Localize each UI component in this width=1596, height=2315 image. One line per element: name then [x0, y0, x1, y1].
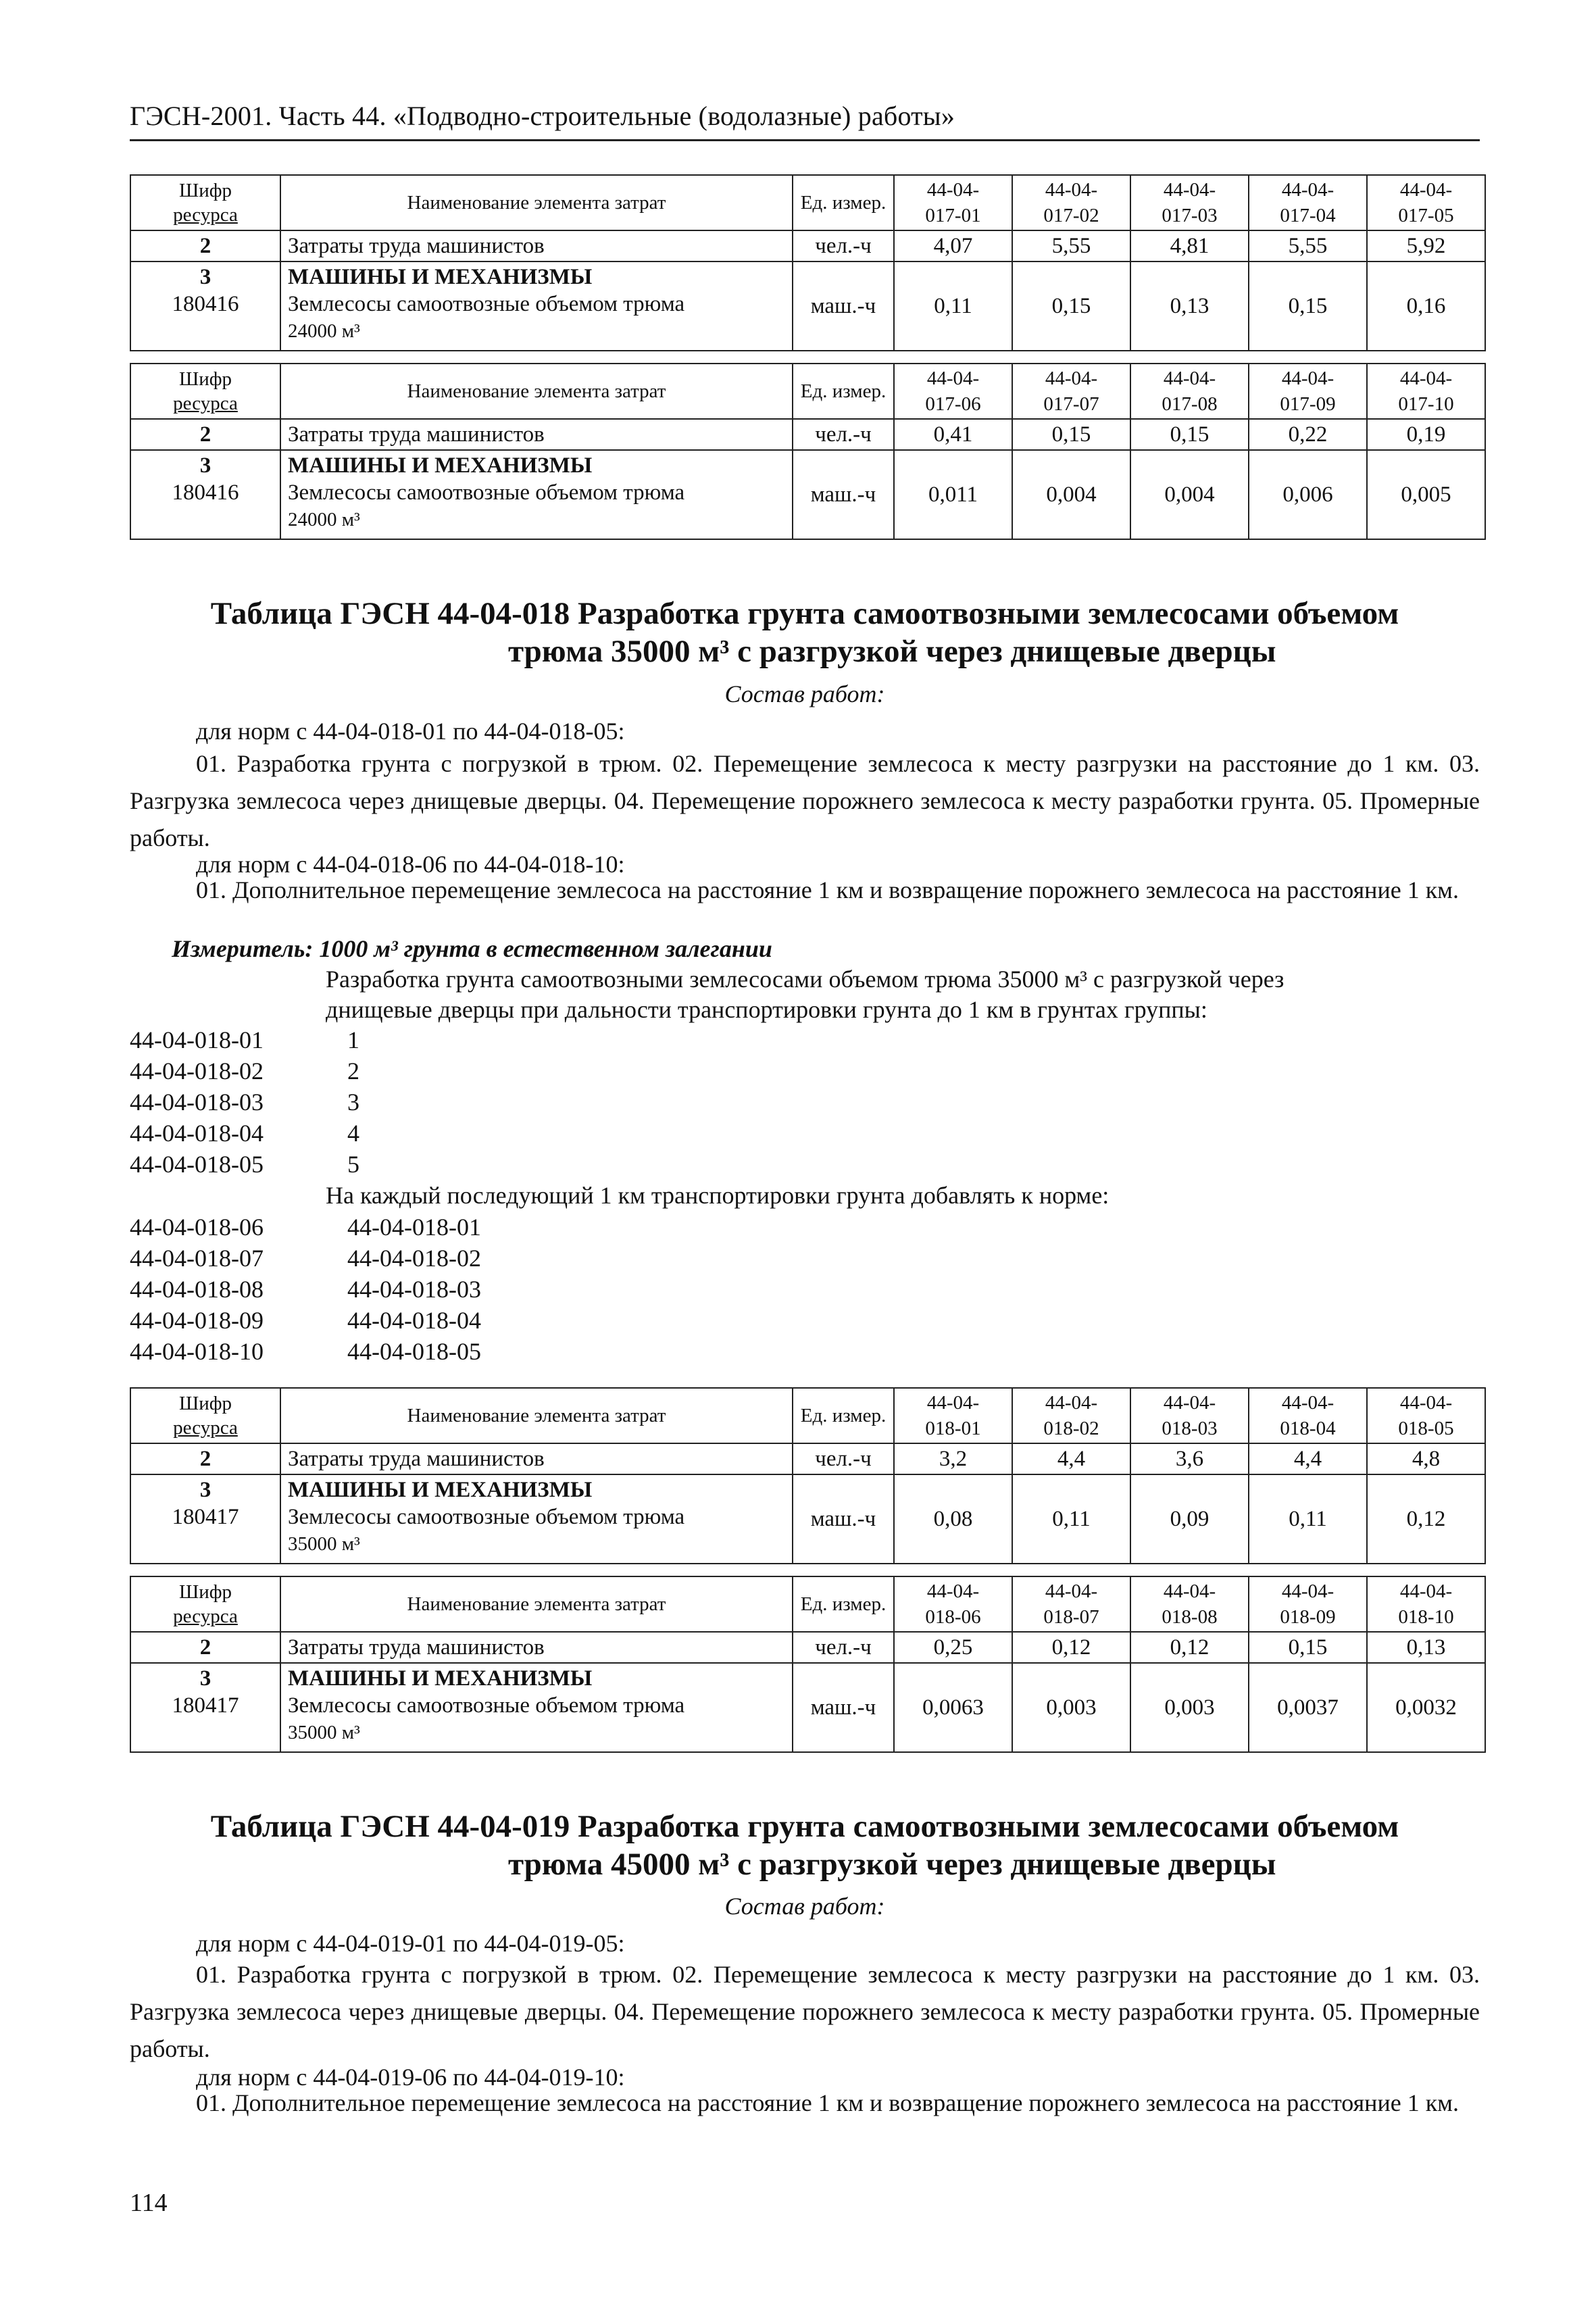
table-header-row	[130, 364, 1485, 419]
norm-code-header: 44-04- 017-08	[1130, 364, 1249, 419]
row-value: 5,55	[1249, 230, 1367, 262]
labor-row	[130, 1443, 1485, 1474]
row-value: 0,13	[1130, 262, 1249, 351]
table-header-row	[130, 1388, 1485, 1443]
norm-code-header: 44-04- 018-06	[894, 1576, 1012, 1632]
norm-code: 44-04-018-01	[130, 1026, 264, 1053]
row-value: 5,92	[1367, 230, 1485, 262]
norms-range-a: для норм с 44-04-018-01 по 44-04-018-05:	[196, 718, 625, 745]
page-header: ГЭСН-2001. Часть 44. «Подводно-строительные (водолазные) работы»	[130, 101, 955, 131]
shifr-header: Шифр ресурса	[130, 175, 280, 230]
norm-code: 44-04-018-08	[130, 1276, 264, 1303]
row-value: 0,15	[1012, 262, 1130, 351]
row-value: 3,6	[1130, 1443, 1249, 1474]
description-line-2: днищевые дверцы при дальности транспортировки грунта до 1 км в грунтах группы:	[326, 996, 1207, 1023]
unit-header: Ед. измер.	[793, 1388, 894, 1443]
row-value: 0,15	[1249, 1632, 1367, 1663]
name-header: Наименование элемента затрат	[280, 175, 793, 230]
norm-code-header: 44-04- 017-02	[1012, 175, 1130, 230]
page-number: 114	[130, 2189, 168, 2217]
norms-range-a: для норм с 44-04-019-01 по 44-04-019-05:	[196, 1930, 625, 1957]
row-value: 0,15	[1249, 262, 1367, 351]
row-unit: чел.-ч	[793, 230, 894, 262]
labor-row	[130, 1632, 1485, 1663]
machines-row	[130, 1474, 1485, 1564]
row-value: 0,11	[1012, 1474, 1130, 1564]
row-value: 0,13	[1367, 1632, 1485, 1663]
soil-group: 1	[347, 1026, 359, 1053]
name-header: Наименование элемента затрат	[280, 1576, 793, 1632]
soil-group: 5	[347, 1151, 359, 1178]
works-list-a: 01. Разработка грунта с погрузкой в трюм. 02. Перемещение землесоса к месту разгрузки на расстояние до 1 км. 03. Разгрузка землесоса через днищевые дверцы. 04. Перемещение порожнего землесоса к месту разработки грунта. 05. Промерные работы.	[130, 750, 1480, 851]
row-value: 0,12	[1367, 1474, 1485, 1564]
row-value: 0,22	[1249, 419, 1367, 450]
table-header-row	[130, 175, 1485, 230]
row-name: Затраты труда машинистов	[280, 419, 793, 450]
row-unit: чел.-ч	[793, 1632, 894, 1663]
row-value: 0,011	[894, 450, 1012, 539]
row-name: Затраты труда машинистов	[280, 1443, 793, 1474]
norm-code-header: 44-04- 017-09	[1249, 364, 1367, 419]
resource-code-cell: 3 180416	[130, 262, 280, 351]
row-value: 0,25	[894, 1632, 1012, 1663]
row-value: 4,4	[1012, 1443, 1130, 1474]
norm-code-header: 44-04- 017-06	[894, 364, 1012, 419]
section-18-title: Таблица ГЭСН 44-04-018 Разработка грунта самоотвозными землесосами объемом трюма 35000 м³ с разгрузкой через днищевые дверцы	[210, 596, 1399, 669]
row-value: 0,006	[1249, 450, 1367, 539]
meter-line: Измеритель: 1000 м³ грунта в естественном залегании	[172, 935, 772, 962]
norm-code-header: 44-04- 017-03	[1130, 175, 1249, 230]
norm-code: 44-04-018-09	[130, 1307, 264, 1334]
row-value: 0,16	[1367, 262, 1485, 351]
resource-code-cell: 3 180417	[130, 1663, 280, 1752]
resource-code-cell: 3 180416	[130, 450, 280, 539]
norm-code-header: 44-04- 018-04	[1249, 1388, 1367, 1443]
row-value: 0,11	[894, 262, 1012, 351]
row-value: 0,19	[1367, 419, 1485, 450]
row-value: 0,003	[1130, 1663, 1249, 1752]
norm-code-header: 44-04- 018-09	[1249, 1576, 1367, 1632]
norm-code-header: 44-04- 018-07	[1012, 1576, 1130, 1632]
row-name: Затраты труда машинистов	[280, 1632, 793, 1663]
row-unit: маш.-ч	[793, 262, 894, 351]
works-list-b: 01. Дополнительное перемещение землесоса на расстояние 1 км и возвращение порожнего землесоса на расстояние 1 км.	[196, 2089, 1459, 2116]
norms-range-b: для норм с 44-04-019-06 по 44-04-019-10:	[196, 2064, 625, 2091]
row-unit: чел.-ч	[793, 419, 894, 450]
row-value: 0,005	[1367, 450, 1485, 539]
norm-table	[130, 1387, 1486, 1564]
machines-row	[130, 262, 1485, 351]
row-value: 3,2	[894, 1443, 1012, 1474]
norm-table	[130, 363, 1486, 540]
norm-code-header: 44-04- 018-02	[1012, 1388, 1130, 1443]
description-line-1: Разработка грунта самоотвозными землесосами объемом трюма 35000 м³ с разгрузкой через	[326, 966, 1285, 993]
row-unit: чел.-ч	[793, 1443, 894, 1474]
machine-name-cell: МАШИНЫ И МЕХАНИЗМЫ Землесосы самоотвозные объемом трюма 24000 м³	[280, 450, 793, 539]
row-number: 2	[130, 419, 280, 450]
norm-code-header: 44-04- 018-01	[894, 1388, 1012, 1443]
section-18-subtitle: Состав работ:	[724, 680, 885, 707]
section-19-subtitle: Состав работ:	[724, 1893, 885, 1920]
add-per-km-line: На каждый последующий 1 км транспортировки грунта добавлять к норме:	[326, 1182, 1109, 1209]
norm-code: 44-04-018-10	[130, 1338, 264, 1365]
soil-group: 4	[347, 1120, 359, 1147]
norm-code-header: 44-04- 017-05	[1367, 175, 1485, 230]
base-norm-code: 44-04-018-05	[347, 1338, 481, 1365]
machines-row	[130, 450, 1485, 539]
norm-code-header: 44-04- 017-04	[1249, 175, 1367, 230]
name-header: Наименование элемента затрат	[280, 364, 793, 419]
row-value: 0,12	[1130, 1632, 1249, 1663]
row-number: 2	[130, 1632, 280, 1663]
unit-header: Ед. измер.	[793, 175, 894, 230]
unit-header: Ед. измер.	[793, 1576, 894, 1632]
norms-range-b: для норм с 44-04-018-06 по 44-04-018-10:	[196, 851, 625, 878]
row-value: 0,09	[1130, 1474, 1249, 1564]
row-value: 0,003	[1012, 1663, 1130, 1752]
norm-code: 44-04-018-05	[130, 1151, 264, 1178]
row-value: 4,4	[1249, 1443, 1367, 1474]
row-value: 0,0032	[1367, 1663, 1485, 1752]
norm-code-header: 44-04- 018-10	[1367, 1576, 1485, 1632]
resource-code-cell: 3 180417	[130, 1474, 280, 1564]
shifr-header: Шифр ресурса	[130, 1388, 280, 1443]
shifr-header: Шифр ресурса	[130, 364, 280, 419]
norm-code: 44-04-018-06	[130, 1214, 264, 1241]
row-value: 0,004	[1130, 450, 1249, 539]
machine-name-cell: МАШИНЫ И МЕХАНИЗМЫ Землесосы самоотвозные объемом трюма 24000 м³	[280, 262, 793, 351]
row-value: 4,81	[1130, 230, 1249, 262]
norm-code-header: 44-04- 017-07	[1012, 364, 1130, 419]
norm-code: 44-04-018-02	[130, 1057, 264, 1085]
base-norm-code: 44-04-018-02	[347, 1245, 481, 1272]
norm-code: 44-04-018-07	[130, 1245, 264, 1272]
unit-header: Ед. измер.	[793, 364, 894, 419]
norm-code-header: 44-04- 018-05	[1367, 1388, 1485, 1443]
norm-code-header: 44-04- 017-01	[894, 175, 1012, 230]
base-norm-code: 44-04-018-04	[347, 1307, 481, 1334]
row-value: 0,15	[1012, 419, 1130, 450]
machine-name-cell: МАШИНЫ И МЕХАНИЗМЫ Землесосы самоотвозные объемом трюма 35000 м³	[280, 1663, 793, 1752]
row-value: 0,11	[1249, 1474, 1367, 1564]
soil-group: 2	[347, 1057, 359, 1085]
base-norm-code: 44-04-018-03	[347, 1276, 481, 1303]
row-unit: маш.-ч	[793, 450, 894, 539]
shifr-header: Шифр ресурса	[130, 1576, 280, 1632]
row-number: 2	[130, 230, 280, 262]
name-header: Наименование элемента затрат	[280, 1388, 793, 1443]
row-value: 0,12	[1012, 1632, 1130, 1663]
norm-code: 44-04-018-03	[130, 1089, 264, 1116]
labor-row	[130, 230, 1485, 262]
row-value: 0,15	[1130, 419, 1249, 450]
row-value: 0,004	[1012, 450, 1130, 539]
norm-code: 44-04-018-04	[130, 1120, 264, 1147]
norm-code-header: 44-04- 018-03	[1130, 1388, 1249, 1443]
row-value: 5,55	[1012, 230, 1130, 262]
machine-name-cell: МАШИНЫ И МЕХАНИЗМЫ Землесосы самоотвозные объемом трюма 35000 м³	[280, 1474, 793, 1564]
row-value: 0,0037	[1249, 1663, 1367, 1752]
row-value: 4,8	[1367, 1443, 1485, 1474]
soil-group: 3	[347, 1089, 359, 1116]
norm-table	[130, 174, 1486, 351]
row-value: 0,08	[894, 1474, 1012, 1564]
norm-code-header: 44-04- 018-08	[1130, 1576, 1249, 1632]
row-unit: маш.-ч	[793, 1663, 894, 1752]
header-rule	[130, 139, 1480, 141]
row-value: 0,41	[894, 419, 1012, 450]
row-unit: маш.-ч	[793, 1474, 894, 1564]
base-norm-code: 44-04-018-01	[347, 1214, 481, 1241]
row-name: Затраты труда машинистов	[280, 230, 793, 262]
works-list-a: 01. Разработка грунта с погрузкой в трюм. 02. Перемещение землесоса к месту разгрузки на расстояние до 1 км. 03. Разгрузка землесоса через днищевые дверцы. 04. Перемещение порожнего землесоса к месту разработки грунта. 05. Промерные работы.	[130, 1961, 1480, 2062]
table-header-row	[130, 1576, 1485, 1632]
machines-row	[130, 1663, 1485, 1752]
section-19-title: Таблица ГЭСН 44-04-019 Разработка грунта самоотвозными землесосами объемом трюма 45000 м³ с разгрузкой через днищевые дверцы	[210, 1809, 1399, 1882]
norm-table	[130, 1576, 1486, 1753]
row-value: 0,0063	[894, 1663, 1012, 1752]
row-number: 2	[130, 1443, 280, 1474]
labor-row	[130, 419, 1485, 450]
row-value: 4,07	[894, 230, 1012, 262]
norm-code-header: 44-04- 017-10	[1367, 364, 1485, 419]
works-list-b: 01. Дополнительное перемещение землесоса на расстояние 1 км и возвращение порожнего землесоса на расстояние 1 км.	[196, 876, 1459, 903]
